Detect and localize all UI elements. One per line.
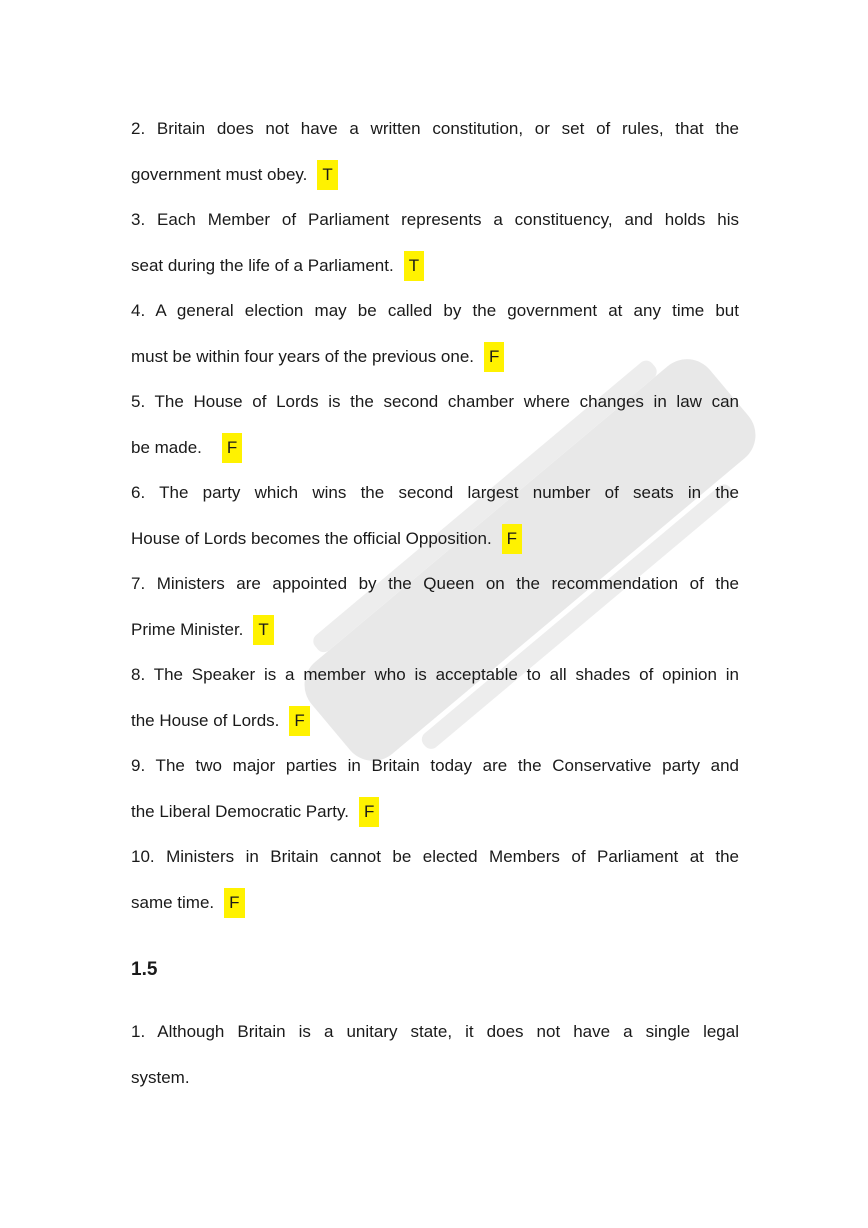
item-3-line-2-text: seat during the life of a Parliament. xyxy=(131,255,394,275)
item-6-answer: F xyxy=(502,524,522,554)
item-4-line-2 xyxy=(131,334,739,380)
item-8-line-2 xyxy=(131,698,739,744)
item-10-answer: F xyxy=(224,888,244,918)
item-7-line-1: 7. Ministers are appointed by the Queen on the recommendation of the xyxy=(131,574,739,593)
item-5-answer: F xyxy=(222,433,242,463)
item-5-line-2 xyxy=(131,425,739,471)
item-3-line-2 xyxy=(131,243,739,289)
item-9-line-1: 9. The two major parties in Britain today are the Conservative party and xyxy=(131,756,739,775)
item-3-answer: T xyxy=(404,251,424,281)
item-6-line-2-text: House of Lords becomes the official Opposition. xyxy=(131,528,492,548)
document-page xyxy=(131,106,739,1100)
item-9-line-2-text: the Liberal Democratic Party. xyxy=(131,801,349,821)
item-7-line-2-text: Prime Minister. xyxy=(131,619,244,639)
item-4-line-1: 4. A general election may be called by the government at any time but xyxy=(131,301,739,320)
item-7-line-2 xyxy=(131,607,739,653)
item-10-line-2-text: same time. xyxy=(131,892,215,912)
item-10-line-1: 10. Ministers in Britain cannot be elected Members of Parliament at the xyxy=(131,847,739,866)
item-10-line-2 xyxy=(131,880,739,926)
section-item-1-line-2: system. xyxy=(131,1067,190,1087)
item-3-line-1: 3. Each Member of Parliament represents a constituency, and holds his xyxy=(131,210,739,229)
item-2-line-1: 2. Britain does not have a written constitution, or set of rules, that the xyxy=(131,119,739,138)
item-8-line-2-text: the House of Lords. xyxy=(131,710,280,730)
item-9-line-2 xyxy=(131,789,739,835)
item-6-line-2 xyxy=(131,516,739,562)
item-7-answer: T xyxy=(253,615,273,645)
item-5-line-1: 5. The House of Lords is the second chamber where changes in law can xyxy=(131,392,739,411)
item-2-line-2 xyxy=(131,152,739,198)
item-5-line-2-text: be made. xyxy=(131,437,202,457)
item-2-answer: T xyxy=(317,160,337,190)
item-8-answer: F xyxy=(289,706,309,736)
item-4-line-2-text: must be within four years of the previous one. xyxy=(131,346,475,366)
item-4-answer: F xyxy=(484,342,504,372)
item-2-line-2-text: government must obey. xyxy=(131,164,308,184)
item-6-line-1: 6. The party which wins the second largest number of seats in the xyxy=(131,483,739,502)
section-item-1-line-1: 1. Although Britain is a unitary state, it does not have a single legal xyxy=(131,1022,739,1041)
section-heading: 1.5 xyxy=(131,959,158,980)
item-8-line-1: 8. The Speaker is a member who is acceptable to all shades of opinion in xyxy=(131,665,739,684)
item-9-answer: F xyxy=(359,797,379,827)
